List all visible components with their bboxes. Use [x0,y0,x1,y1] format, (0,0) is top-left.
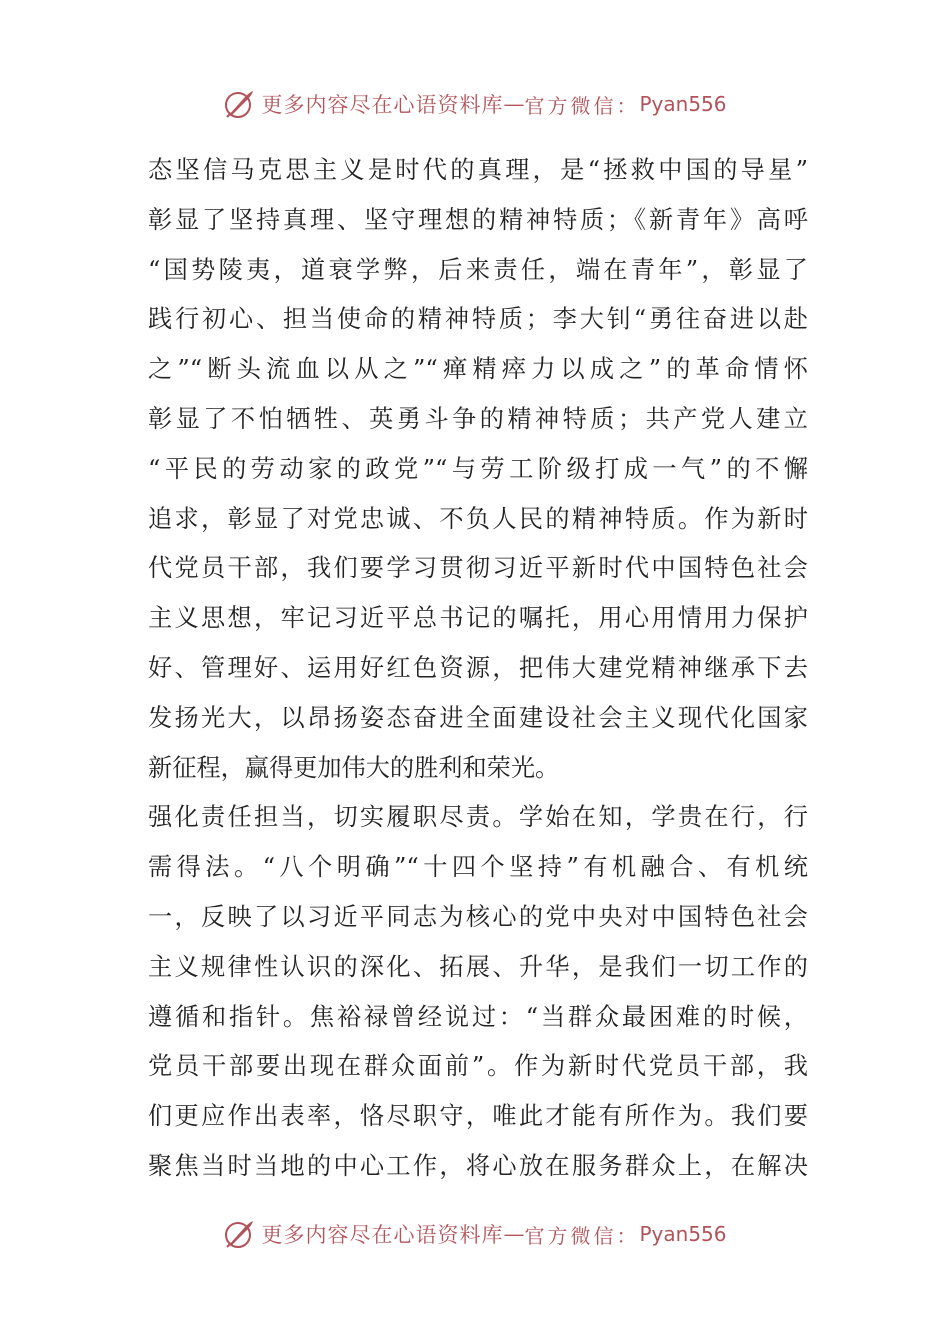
paragraph [148,793,808,1191]
banner-library-text: 更多内容尽在心语资料库 [261,1223,504,1247]
text-line: “平民的劳动家的政党”“与劳工阶级打成一气”的不懈 [148,454,808,483]
header-watermark-banner [0,84,950,124]
banner-wechat-id: Pyan556 [639,92,727,116]
text-line: 强化责任担当，切实履职尽责。学始在知，学贵在行，行 [148,803,808,832]
footer-watermark-banner [0,1214,950,1254]
text-line: 之”“断头流血以从之”“瘅精瘁力以成之”的革命情怀 [148,355,808,384]
text-line: 们更应作出表率，恪尽职守，唯此才能有所作为。我们要 [148,1102,808,1131]
text-line: 党员干部要出现在群众面前”。作为新时代党员干部，我 [148,1052,808,1081]
banner-official-label: 官方微信： [524,1223,640,1248]
text-line: 发扬光大，以昂扬姿态奋进全面建设社会主义现代化国家 [148,703,808,732]
text-line: 态坚信马克思主义是时代的真理，是“拯救中国的导星” [148,156,808,184]
text-line: 需得法。“八个明确”“十四个坚持”有机融合、有机统 [148,853,808,882]
banner-official-label: 官方微信： [524,93,640,118]
quill-pen-logo-icon [223,88,255,120]
document-body [148,146,808,1192]
paragraph [148,146,808,793]
text-line: 一，反映了以习近平同志为核心的党中央对中国特色社会 [148,902,808,931]
text-line: 彰显了坚持真理、坚守理想的精神特质；《新青年》高呼 [148,205,808,234]
text-line: 主义思想，牢记习近平总书记的嘱托，用心用情用力保护 [148,604,808,633]
text-line: 好、管理好、运用好红色资源，把伟大建党精神继承下去 [148,653,808,682]
text-line: 遵循和指针。焦裕禄曾经说过：“当群众最困难的时候， [148,1002,808,1031]
text-line: 聚焦当时当地的中心工作，将心放在服务群众上，在解决 [148,1151,808,1180]
text-line: 主义规律性认识的深化、拓展、升华，是我们一切工作的 [148,952,808,981]
text-line: 新征程，赢得更加伟大的胜利和荣光。 [148,753,560,782]
text-line: 追求，彰显了对党忠诚、不负人民的精神特质。作为新时 [148,504,808,533]
banner-wechat-id: Pyan556 [639,1222,727,1246]
text-line: “国势陵夷，道衰学弊，后来责任，端在青年”，彰显了 [148,255,808,284]
banner-separator: — [503,92,525,116]
banner-separator: — [503,1222,525,1246]
text-line: 彰显了不怕牺牲、英勇斗争的精神特质；共产党人建立 [148,404,808,433]
banner-library-text: 更多内容尽在心语资料库 [261,93,504,117]
quill-pen-logo-icon [223,1218,255,1250]
text-line: 践行初心、担当使命的精神特质；李大钊“勇往奋进以赴 [148,305,808,334]
text-line: 代党员干部，我们要学习贯彻习近平新时代中国特色社会 [148,554,808,583]
